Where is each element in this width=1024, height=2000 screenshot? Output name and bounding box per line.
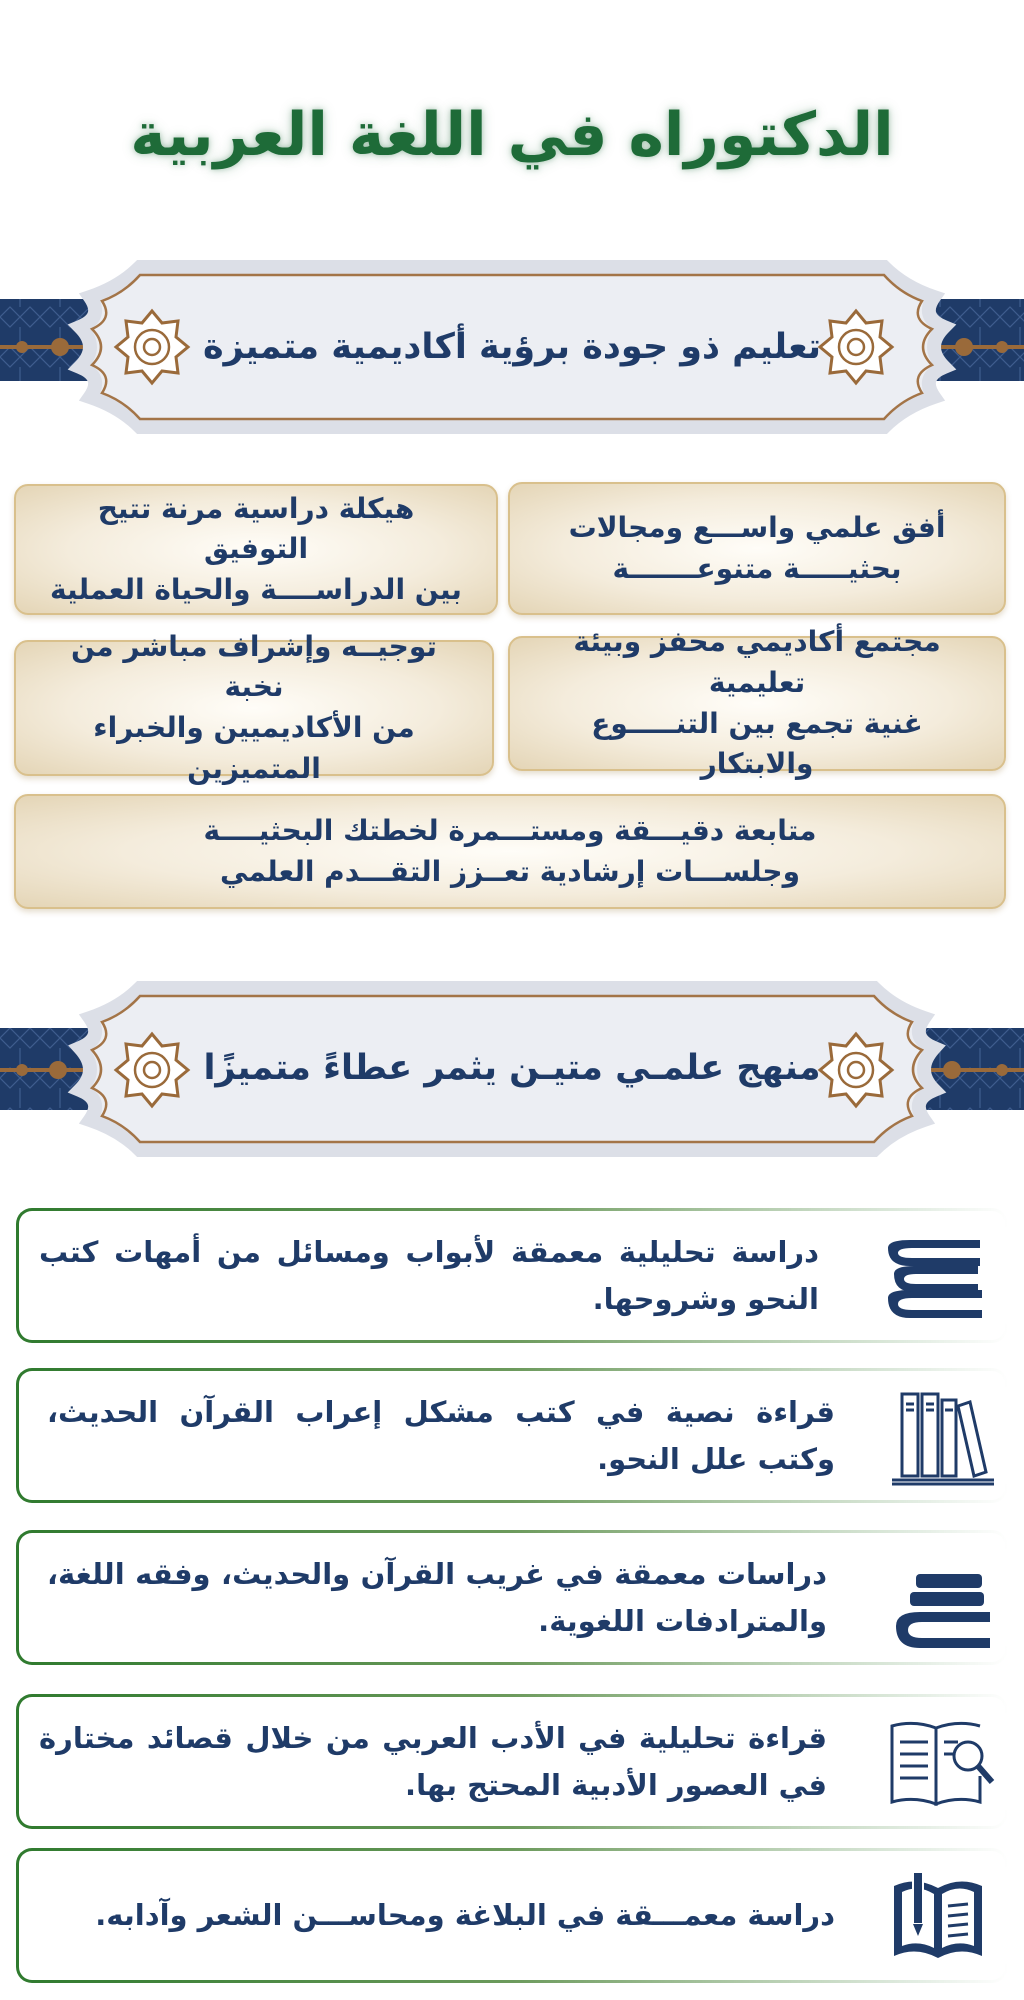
curriculum-item-3 [16,1530,1008,1665]
books-stack-icon [880,1226,990,1326]
section-banner-quality [0,257,1024,437]
curriculum-item-1 [16,1208,1008,1343]
feature-card-horizon [508,482,1006,615]
feature-text: أفق علمي واســـع ومجالات بحثيـــــة متنوعـــــــة [568,510,946,585]
curriculum-item-text: قراءة تحليلية في الأدب العربي من خلال قصائد مختارة في العصور الأدبية المحتج بها. [39,1721,827,1802]
section-title-curriculum: منهج علمـي متيـن يثمر عطاءً متميزًا [203,1048,821,1088]
curriculum-item-text: دراسة تحليلية معمقة لأبواب ومسائل من أمهات كتب النحو وشروحها. [39,1235,819,1316]
curriculum-item-5 [16,1848,1008,1983]
book-pen-icon [884,1866,994,1966]
curriculum-item-4 [16,1694,1008,1829]
feature-card-guidance [14,629,494,785]
feature-text: مجتمع أكاديمي محفز وبيئة تعليمية غنية تجمع بين التنـــــوع والابتكار [573,625,941,781]
bookshelf-icon [890,1388,1000,1488]
section-banner-curriculum [0,978,1024,1158]
page-title: الدكتوراه في اللغة العربية [130,100,894,170]
feature-card-flexible [14,484,498,615]
book-pile-icon [886,1556,996,1656]
open-book-magnifier-icon [888,1712,998,1812]
feature-text: هيكلة دراسية مرنة تتيح التوفيق بين الدراســــة والحياة العملية [50,491,462,606]
curriculum-item-2 [16,1368,1008,1503]
feature-card-community [508,625,1006,781]
feature-card-followup [14,794,1006,909]
feature-text: توجيــه وإشراف مباشر من نخبة من الأكاديميين والخبراء المتميزين [71,629,437,785]
section-title-quality: تعليم ذو جودة برؤية أكاديمية متميزة [202,327,822,367]
curriculum-item-text: قراءة نصية في كتب مشكل إعراب القرآن الحديث، وكتب علل النحو. [47,1395,835,1476]
feature-text: متابعة دقيـــقة ومستـــمرة لخطتك البحثيــــة وجلســـات إرشادية تعــزز التقـــدم العلمي [203,813,817,888]
curriculum-item-text: دراسات معمقة في غريب القرآن والحديث، وفقه اللغة، والمترادفات اللغوية. [47,1557,827,1638]
curriculum-item-text: دراسة معمـــقة في البلاغة ومحاســـن الشعر وآدابه. [95,1898,835,1933]
